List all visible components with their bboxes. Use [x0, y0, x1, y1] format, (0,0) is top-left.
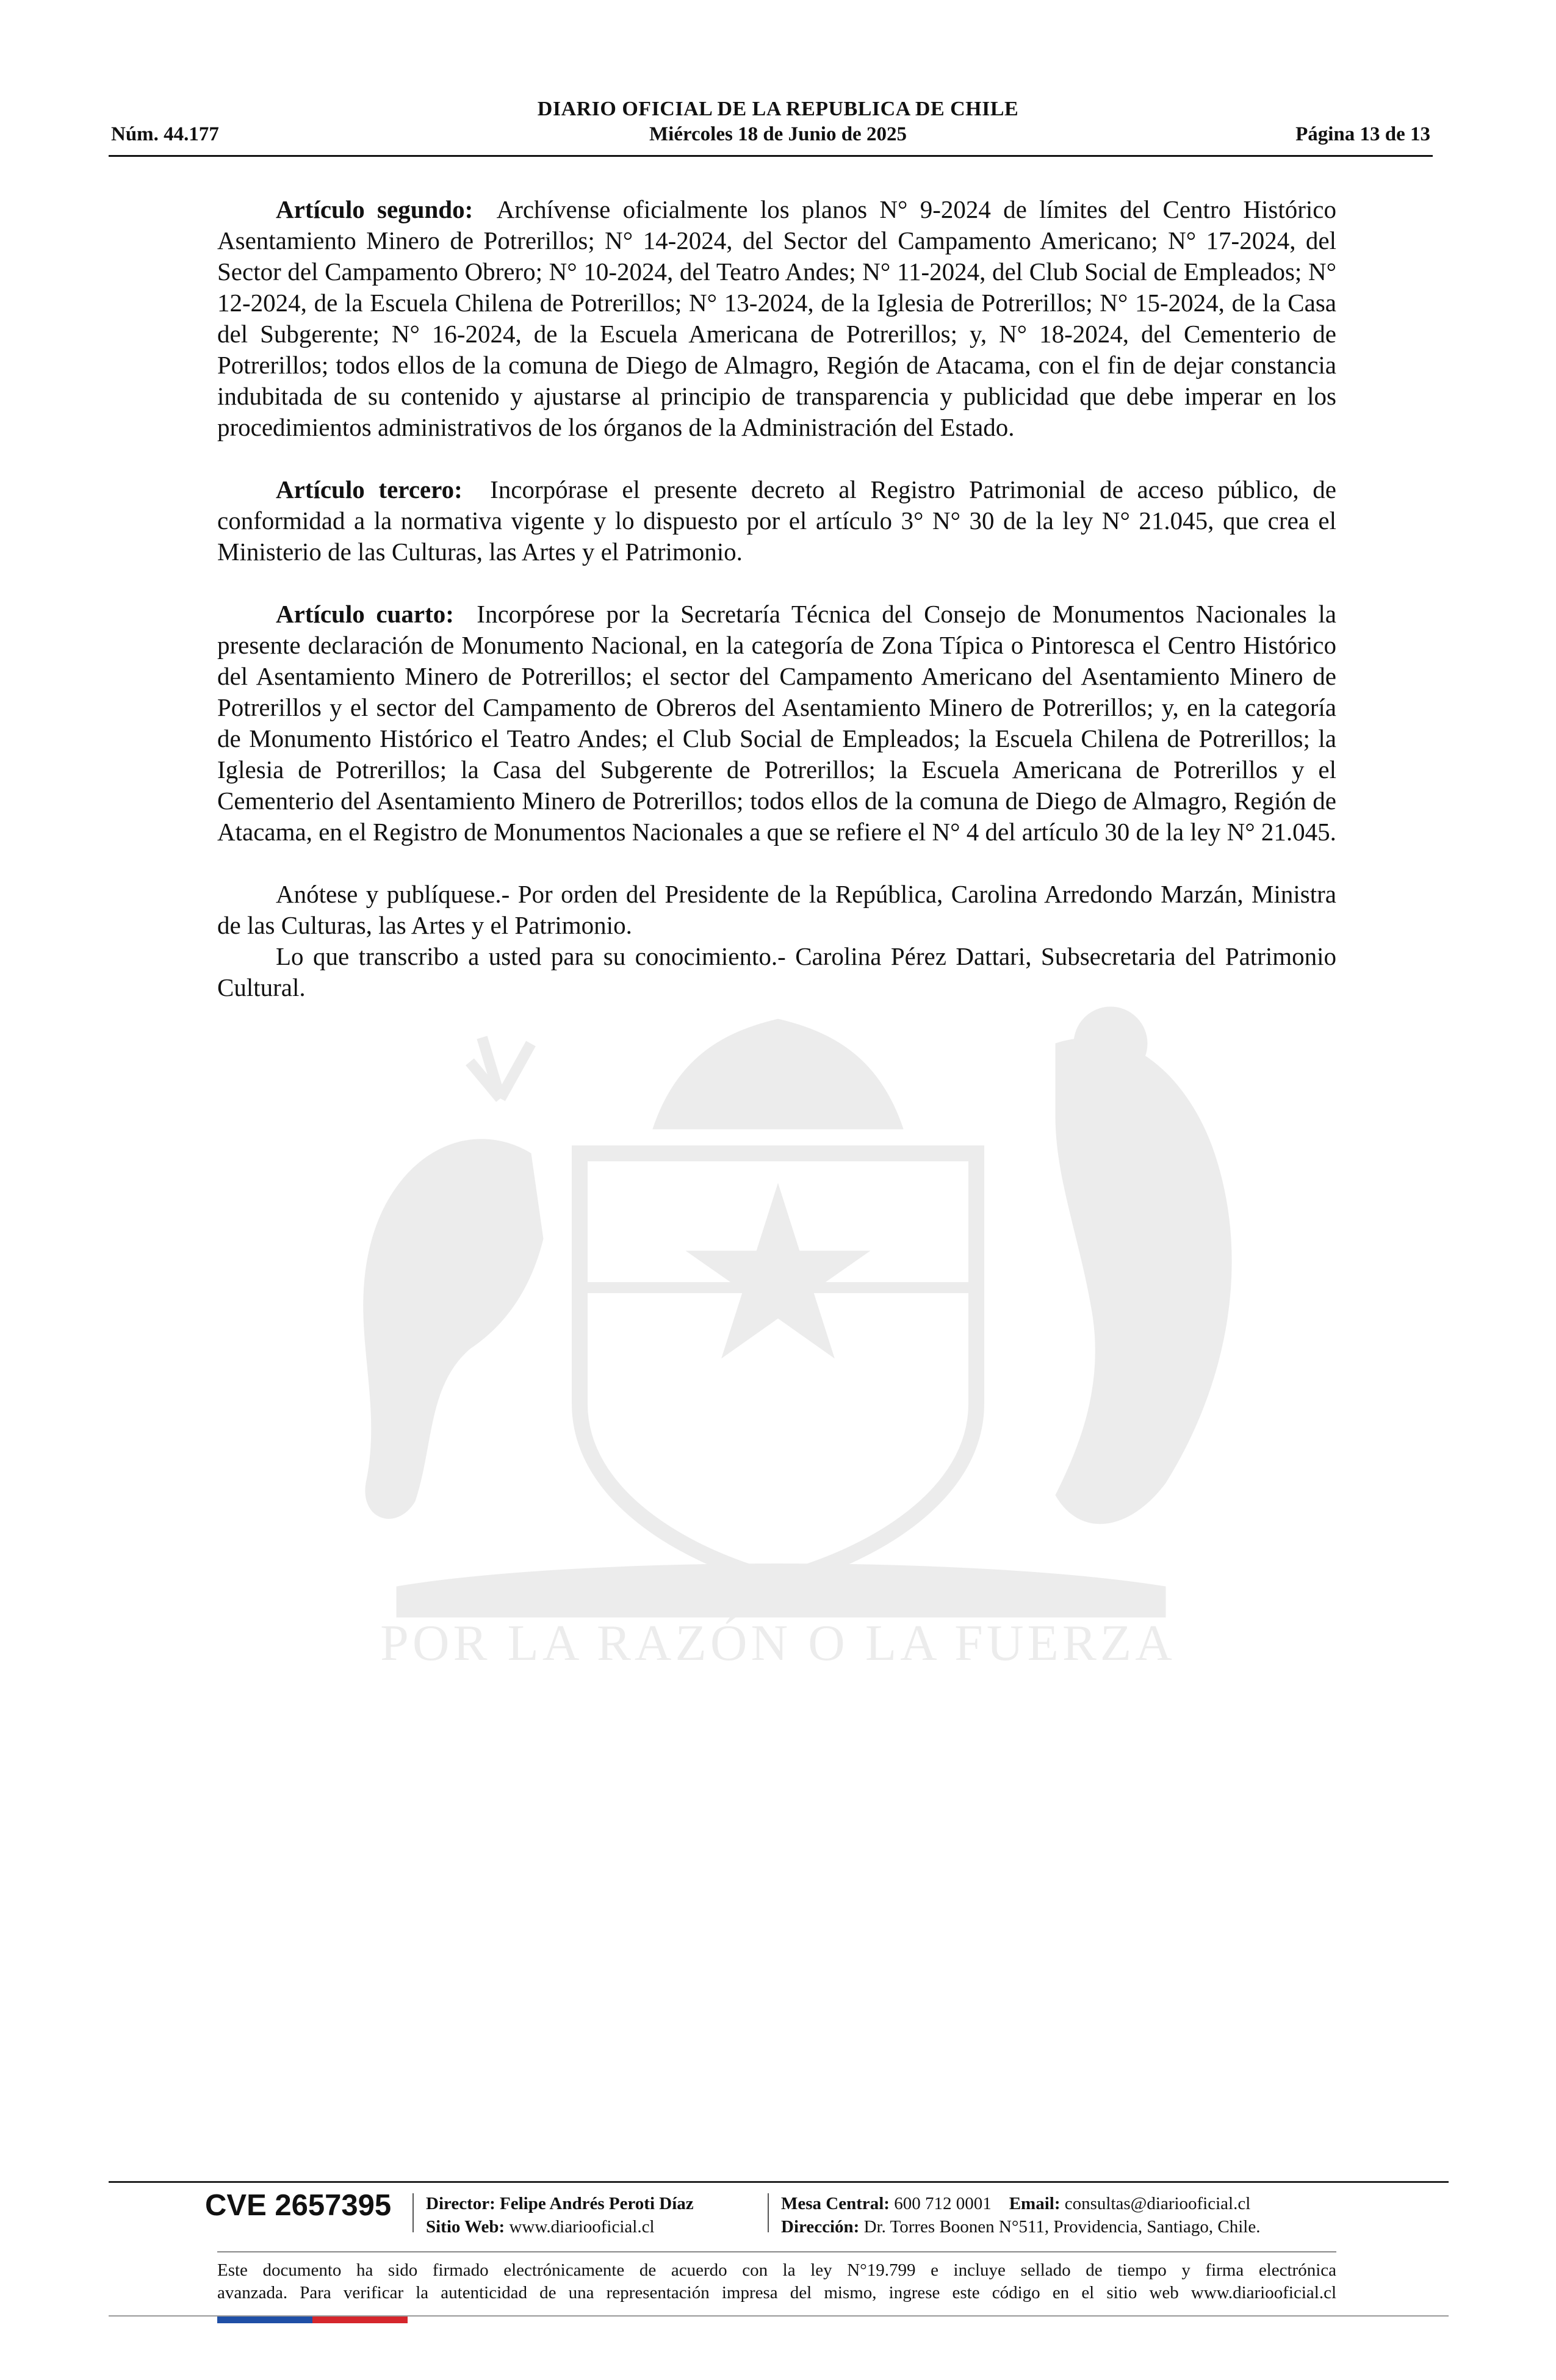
phone-label: Mesa Central:	[781, 2194, 890, 2213]
footer-separator	[412, 2193, 414, 2232]
article-segundo	[217, 194, 1336, 443]
address-value: Dr. Torres Boonen N°511, Providencia, Santiago, Chile.	[863, 2217, 1261, 2237]
flag-stripe-red	[312, 2317, 408, 2323]
footer-contact-right	[781, 2192, 1260, 2238]
article-text: Incorpórase el presente decreto al Registro Patrimonial de acceso público, de conformidad a la normativa vigente y lo dispuesto por el artículo 3° N° 30 de la ley N° 21.045, que crea el Ministerio de las Culturas, las Artes y el Patrimonio.	[217, 475, 1336, 566]
article-tercero	[217, 474, 1336, 568]
email-label: Email:	[1009, 2194, 1061, 2213]
email-link[interactable]: consultas@diariooficial.cl	[1064, 2194, 1251, 2213]
publication-title: DIARIO OFICIAL DE LA REPUBLICA DE CHILE	[537, 98, 1019, 120]
document-body	[217, 194, 1336, 1003]
website-label: Sitio Web:	[426, 2217, 505, 2237]
article-text: Incorpórese por la Secretaría Técnica del Consejo de Monumentos Nacionales la presente declaración de Monumento Nacional, en la categoría de Zona Típica o Pintoresca el Centro Histórico del Asentamiento Minero de Potrerillos; el sector del Campamento Americano del Asentamiento Minero de Potrerillos y el sector del Campamento de Obreros del Asentamiento Minero de Potrerillos; y, en la categoría de Monumento Histórico el Teatro Andes; el Club Social de Empleados; la Escuela Chilena de Potrerillos; la Iglesia de Potrerillos; la Casa del Subgerente de Potrerillos; la Escuela Americana de Potrerillos y el Cementerio del Asentamiento Minero de Potrerillos; todos ellos de la comuna de Diego de Almagro, Región de Atacama, en el Registro de Monumentos Nacionales a que se refiere el N° 4 del artículo 30 de la ley N° 21.045.	[217, 600, 1336, 846]
footer-separator	[768, 2193, 769, 2232]
watermark-motto: POR LA RAZÓN O LA FUERZA	[380, 1615, 1176, 1671]
cve-code: CVE 2657395	[205, 2189, 392, 2222]
closing-transcribo: Lo que transcribo a usted para su conocimiento.- Carolina Pérez Dattari, Subsecretaria del Patrimonio Cultural.	[217, 942, 1336, 1001]
coat-of-arms-watermark	[214, 897, 1342, 1678]
article-heading: Artículo segundo:	[276, 195, 474, 223]
director-label: Director:	[426, 2194, 495, 2213]
director-name: Felipe Andrés Peroti Díaz	[500, 2194, 694, 2213]
issue-date: Miércoles 18 de Junio de 2025	[649, 123, 907, 145]
header-divider	[109, 155, 1433, 157]
article-text: Archívense oficialmente los planos N° 9-2024 de límites del Centro Histórico Asentamiento Minero de Potrerillos; N° 14-2024, del Sector del Campamento Americano; N° 17-2024, del Sector del Campamento Obrero; N° 10-2024, del Teatro Andes; N° 11-2024, del Club Social de Empleados; N° 12-2024, de la Escuela Chilena de Potrerillos; N° 13-2024, de la Iglesia de Potrerillos; N° 15-2024, de la Casa del Subgerente; N° 16-2024, de la Escuela Americana de Potrerillos; y, N° 18-2024, del Cementerio de Potrerillos; todos ellos de la comuna de Diego de Almagro, Región de Atacama, con el fin de dejar constancia indubitada de su contenido y ajustarse al principio de transparencia y publicidad que debe imperar en los procedimientos administrativos de los órganos de la Administración del Estado.	[217, 195, 1336, 441]
footer-divider-middle	[217, 2251, 1336, 2252]
article-cuarto	[217, 599, 1336, 848]
issue-number: Núm. 44.177	[111, 123, 219, 145]
page-number: Página 13 de 13	[1295, 123, 1430, 145]
address-label: Dirección:	[781, 2217, 860, 2237]
footer-contact-left	[426, 2192, 694, 2238]
article-heading: Artículo tercero:	[276, 475, 463, 503]
footer-divider-top	[109, 2181, 1449, 2183]
legal-notice-line-1: Este documento ha sido firmado electrónicamente de acuerdo con la ley N°19.799 e incluye sellado de tiempo y firma electrónica	[217, 2260, 1336, 2280]
phone-number: 600 712 0001	[894, 2194, 992, 2213]
closing-anotese: Anótese y publíquese.- Por orden del Presidente de la República, Carolina Arredondo Marzán, Ministra de las Culturas, las Artes y el Patrimonio.	[217, 880, 1336, 939]
website-link[interactable]: www.diariooficial.cl	[509, 2217, 655, 2237]
article-heading: Artículo cuarto:	[276, 600, 454, 628]
flag-stripe-blue	[217, 2317, 312, 2323]
legal-notice-line-2: avanzada. Para verificar la autenticidad de una representación impresa del mismo, ingrese este código en el sitio web www.diariooficial.cl	[217, 2283, 1336, 2302]
